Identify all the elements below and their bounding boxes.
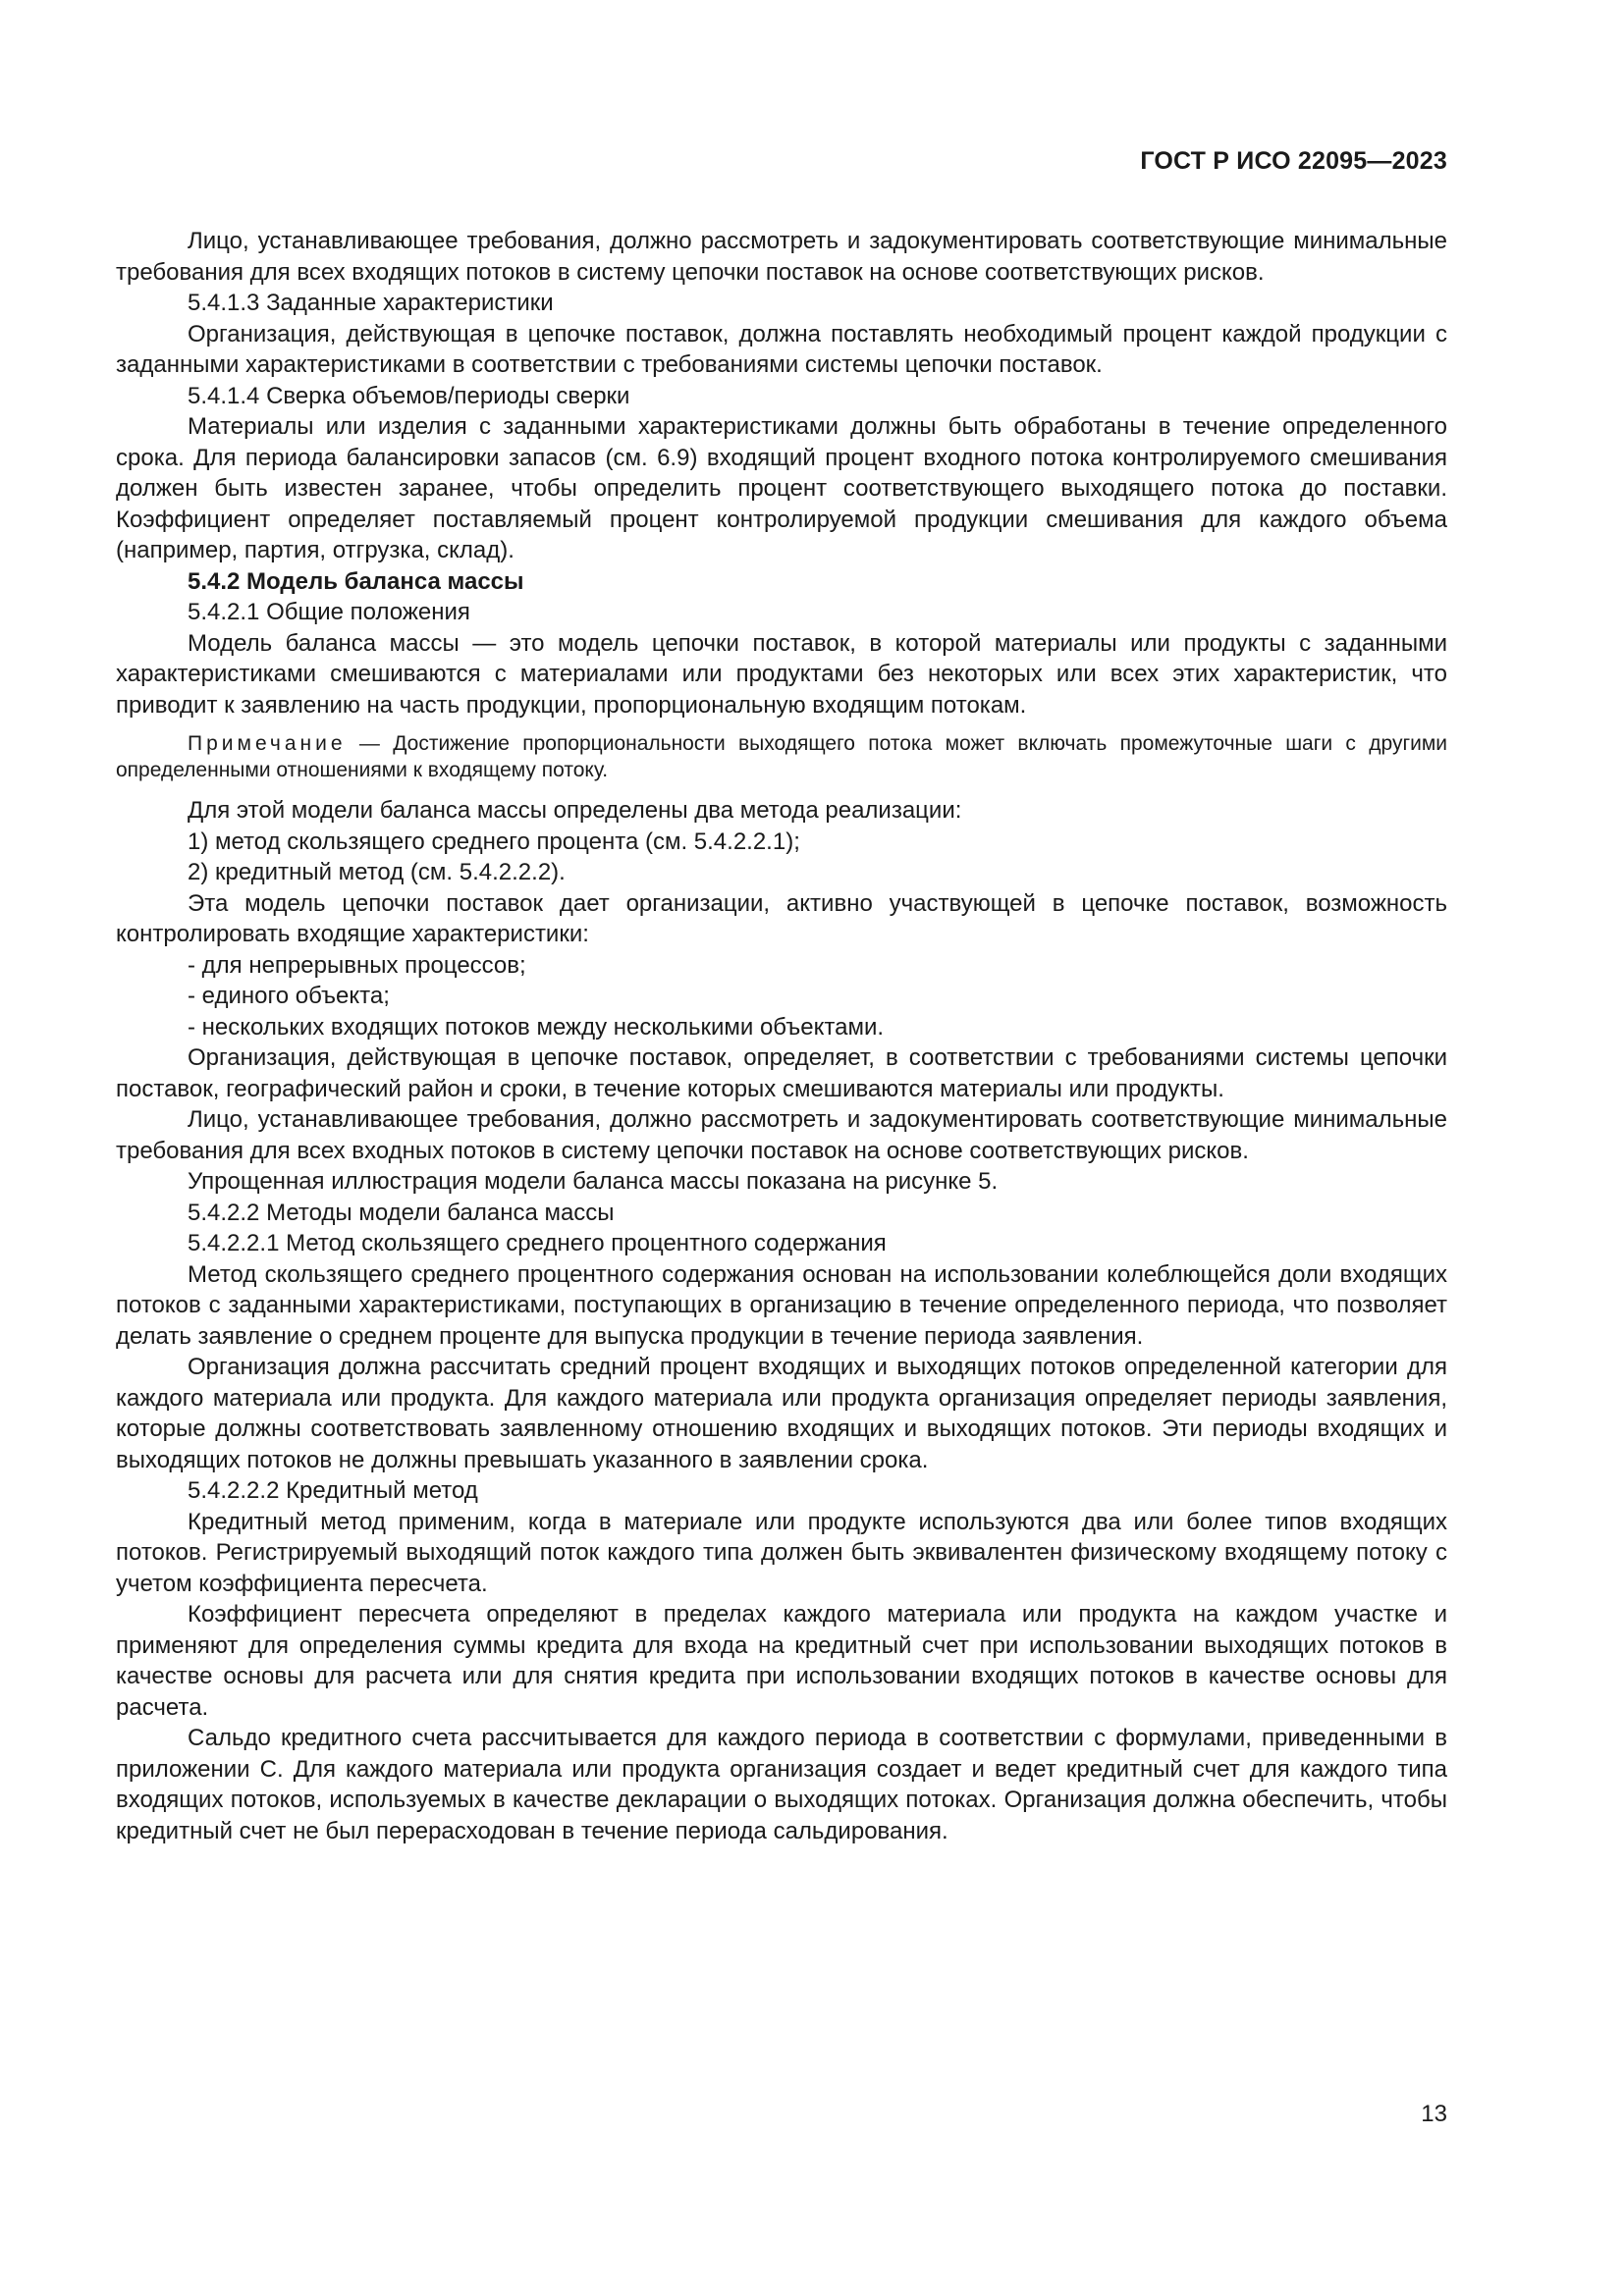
section-heading	[116, 566, 1447, 598]
note	[116, 730, 1447, 783]
paragraph: Сальдо кредитного счета рассчитывается для каждого периода в соответствии с формулами, приведенными в приложении С. Для каждого материала или продукта организация создает и ведет кредитный счет для каждого типа входящих потоков, используемых в качестве декларации о выходящих потоках. Организация должна обеспечить, чтобы кредитный счет не был перерасходован в течение периода сальдирования.	[116, 1725, 1447, 1844]
paragraph: Лицо, устанавливающее требования, должно рассмотреть и задокументировать соответствующие минимальные требования для всех входных потоков в систему цепочки поставок на основе соответствующих рисков.	[116, 1106, 1447, 1164]
paragraph: Метод скользящего среднего процентного содержания основан на использовании колеблющейся доли входящих потоков с заданными характеристиками, поступающих в организацию в течение определенного периода, что позволяет делать заявление о среднем проценте для выпуска продукции в течение периода заявления.	[116, 1260, 1447, 1350]
subsection-heading: 5.4.2.2 Методы модели баланса массы	[188, 1199, 615, 1226]
paragraph: Кредитный метод применим, когда в материале или продукте используются два или более типов входящих потоков. Регистрируемый выходящий поток каждого типа должен быть эквивалентен физическому входящему потоку с учетом коэффициента пересчета.	[116, 1508, 1447, 1597]
subsection-heading: 5.4.1.3 Заданные характеристики	[188, 290, 554, 316]
paragraph: Упрощенная иллюстрация модели баланса массы показана на рисунке 5.	[188, 1168, 999, 1195]
list-item: - единого объекта;	[188, 983, 390, 1009]
paragraph: Материалы или изделия с заданными характеристиками должны быть обработаны в течение определенного срока. Для периода балансировки запасов (см. 6.9) входящий процент входного потока контролируемого смешивания должен быть известен заранее, чтобы определить процент соответствующего выходящего потока до поставки. Коэффициент определяет поставляемый процент контролируемой продукции смешивания для каждого объема (например, партия, отгрузка, склад).	[116, 413, 1447, 563]
paragraph: Организация, действующая в цепочке поставок, должна поставлять необходимый процент каждой продукции с заданными характеристиками в соответствии с требованиями системы цепочки поставок.	[116, 320, 1447, 378]
document-code-header: ГОСТ Р ИСО 22095—2023	[1140, 147, 1447, 175]
section-heading-text: 5.4.2 Модель баланса массы	[188, 567, 524, 595]
page-number: 13	[1421, 2101, 1447, 2127]
subsection-heading: 5.4.2.1 Общие положения	[188, 599, 470, 625]
document-body	[116, 226, 1447, 1846]
list-item: 2) кредитный метод (см. 5.4.2.2.2).	[188, 859, 566, 885]
note-label: Примечание	[188, 732, 347, 755]
paragraph: Организация, действующая в цепочке поставок, определяет, в соответствии с требованиями системы цепочки поставок, географический район и сроки, в течение которых смешиваются материалы или продукты.	[116, 1044, 1447, 1102]
list-item: - для непрерывных процессов;	[188, 951, 526, 979]
paragraph: Организация должна рассчитать средний процент входящих и выходящих потоков определенной категории для каждого материала или продукта. Для каждого материала или продукта организация определяет периоды заявления, которые должны соответствовать заявленному отношению входящих и выходящих потоков. Эти периоды входящих и выходящих потоков не должны превышать указанного в заявлении срока.	[116, 1354, 1447, 1473]
paragraph: Для этой модели баланса массы определены два метода реализации:	[188, 797, 962, 824]
list-item: 1) метод скользящего среднего процента (см. 5.4.2.2.1);	[188, 828, 800, 855]
paragraph: Коэффициент пересчета определяют в пределах каждого материала или продукта на каждом участке и применяют для определения суммы кредита для входа на кредитный счет при использовании выходящих потоков в качестве основы для расчета или для снятия кредита при использовании входящих потоков в качестве основы для расчета.	[116, 1601, 1447, 1721]
paragraph: Эта модель цепочки поставок дает организации, активно участвующей в цепочке поставок, возможность контролировать входящие характеристики:	[116, 889, 1447, 947]
paragraph: Модель баланса массы — это модель цепочки поставок, в которой материалы или продукты с заданными характеристиками смешиваются с материалами или продуктами без некоторых или всех этих характеристик, что приводит к заявлению на часть продукции, пропорциональную входящим потокам.	[116, 629, 1447, 719]
subsection-heading: 5.4.2.2.2 Кредитный метод	[188, 1477, 478, 1504]
paragraph: Лицо, устанавливающее требования, должно рассмотреть и задокументировать соответствующие минимальные требования для всех входящих потоков в систему цепочки поставок на основе соответствующих рисков.	[116, 228, 1447, 286]
note-text: — Достижение пропорциональности выходящего потока может включать промежуточные шаги с другими определенными отношениями к входящему потоку.	[116, 732, 1447, 781]
subsection-heading: 5.4.1.4 Сверка объемов/периоды сверки	[188, 382, 630, 409]
list-item: - нескольких входящих потоков между несколькими объектами.	[188, 1013, 885, 1041]
subsection-heading: 5.4.2.2.1 Метод скользящего среднего процентного содержания	[188, 1230, 887, 1256]
